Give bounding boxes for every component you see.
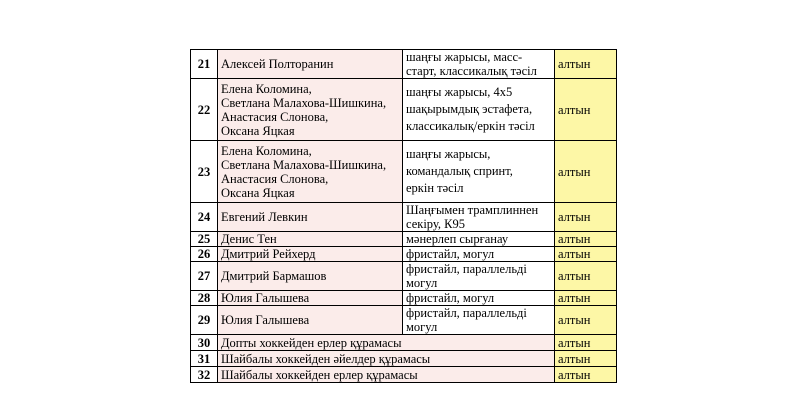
table-row (191, 335, 617, 351)
medal-cell: алтын (555, 141, 617, 203)
athlete-line: Елена Коломина, (221, 143, 312, 158)
event-line: шаңғы жарысы, 4х5 (406, 85, 513, 99)
medal-cell: алтын (555, 351, 617, 367)
medal-cell: алтын (555, 262, 617, 291)
table-row (191, 247, 617, 262)
table-row (191, 141, 617, 203)
event-line: шаңғы жарысы, (406, 147, 491, 161)
athlete-cell (218, 291, 403, 306)
medal-cell: алтын (555, 203, 617, 232)
athlete-line: Оксана Яцкая (221, 185, 295, 200)
athlete-cell (218, 50, 403, 79)
medal-cell: алтын (555, 367, 617, 383)
event-line: фристайл, параллельді (406, 262, 527, 276)
team-cell: Допты хоккейден ерлер құрамасы (218, 335, 555, 351)
medal-cell: алтын (555, 306, 617, 335)
medal-cell: алтын (555, 291, 617, 306)
athlete-line: Евгений Левкин (221, 210, 308, 224)
row-number: 23 (191, 141, 218, 203)
athlete-cell (218, 247, 403, 262)
team-cell: Шайбалы хоккейден әйелдер құрамасы (218, 351, 555, 367)
event-cell (403, 141, 555, 203)
event-line: старт, классикалық тәсіл (406, 64, 537, 78)
athlete-line: Елена Коломина, (221, 81, 312, 96)
row-number: 31 (191, 351, 218, 367)
table-row (191, 367, 617, 383)
athlete-line: Дмитрий Бармашов (221, 269, 327, 283)
event-line: могул (406, 276, 438, 290)
table-row (191, 50, 617, 79)
athlete-line: Юлия Галышева (221, 291, 310, 305)
athlete-cell (218, 262, 403, 291)
row-number: 28 (191, 291, 218, 306)
athlete-line: Оксана Яцкая (221, 123, 295, 138)
medal-cell: алтын (555, 79, 617, 141)
table-row (191, 203, 617, 232)
table-row (191, 79, 617, 141)
medal-cell: алтын (555, 50, 617, 79)
event-cell (403, 232, 555, 247)
event-line: еркін тәсіл (406, 181, 464, 195)
event-line: мәнерлеп сырғанау (406, 232, 509, 246)
event-cell (403, 262, 555, 291)
row-number: 25 (191, 232, 218, 247)
event-cell (403, 203, 555, 232)
event-line: могул (406, 320, 438, 334)
event-line: фристайл, параллельді (406, 306, 527, 320)
athlete-line: Анастасия Слонова, (221, 171, 329, 186)
event-cell (403, 291, 555, 306)
athlete-line: Юлия Галышева (221, 313, 310, 327)
athlete-line: Светлана Малахова-Шишкина, (221, 95, 387, 110)
event-line: фристайл, могул (406, 291, 495, 305)
athlete-cell (218, 141, 403, 203)
event-line: секіру, К95 (406, 217, 465, 231)
medal-cell: алтын (555, 335, 617, 351)
athlete-cell (218, 232, 403, 247)
event-line: шақырымдық эстафета, (406, 102, 533, 116)
athlete-line: Анастасия Слонова, (221, 109, 329, 124)
row-number: 29 (191, 306, 218, 335)
row-number: 30 (191, 335, 218, 351)
table-row (191, 262, 617, 291)
athlete-cell (218, 306, 403, 335)
event-cell (403, 306, 555, 335)
athlete-line: Денис Тен (221, 232, 277, 246)
table-row (191, 306, 617, 335)
row-number: 32 (191, 367, 218, 383)
event-line: классикалық/еркін тәсіл (406, 119, 535, 133)
event-line: Шаңғымен трамплиннен (406, 203, 539, 217)
row-number: 27 (191, 262, 218, 291)
athlete-line: Светлана Малахова-Шишкина, (221, 157, 387, 172)
event-cell (403, 79, 555, 141)
row-number: 21 (191, 50, 218, 79)
event-cell (403, 50, 555, 79)
event-line: фристайл, могул (406, 247, 495, 261)
event-line: шаңғы жарысы, масс- (406, 50, 523, 64)
event-line: командалық спринт, (406, 164, 513, 178)
athlete-cell (218, 203, 403, 232)
athlete-line: Дмитрий Рейхерд (221, 247, 316, 261)
athlete-line: Алексей Полторанин (221, 57, 334, 71)
team-cell: Шайбалы хоккейден ерлер құрамасы (218, 367, 555, 383)
athlete-cell (218, 79, 403, 141)
row-number: 26 (191, 247, 218, 262)
medal-cell: алтын (555, 232, 617, 247)
row-number: 22 (191, 79, 218, 141)
table-row (191, 351, 617, 367)
table-row (191, 232, 617, 247)
event-cell (403, 247, 555, 262)
table-row (191, 291, 617, 306)
row-number: 24 (191, 203, 218, 232)
medal-table (190, 49, 617, 383)
medal-cell: алтын (555, 247, 617, 262)
